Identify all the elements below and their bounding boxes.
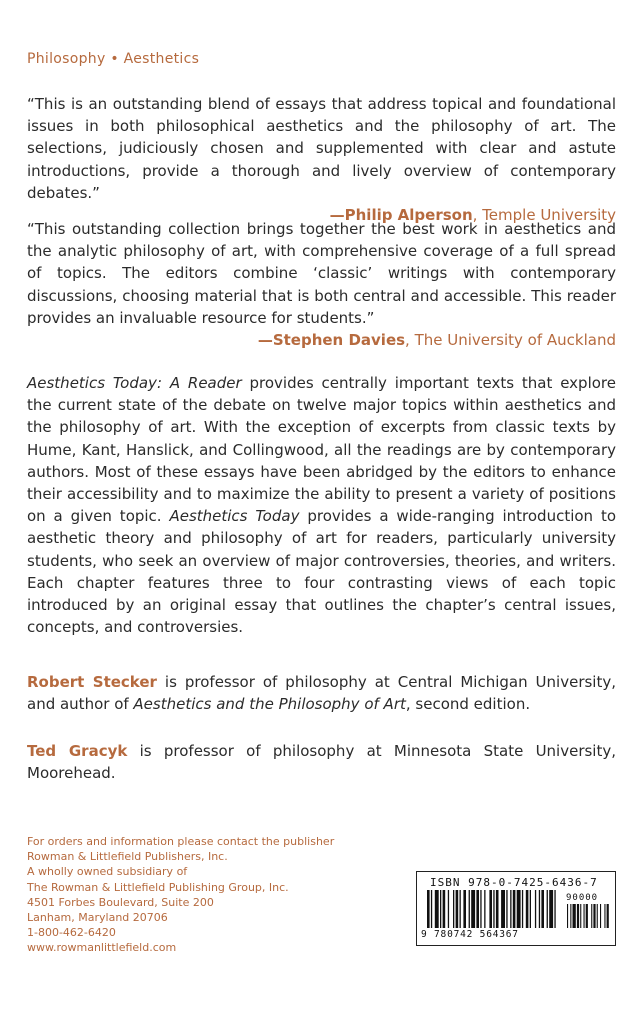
publisher-line: 4501 Forbes Boulevard, Suite 200	[27, 895, 214, 909]
publisher-line: Rowman & Littlefield Publishers, Inc.	[27, 850, 228, 864]
review-quote-2	[27, 218, 616, 351]
book-title: Aesthetics Today: A Reader	[27, 374, 242, 392]
editor-name: Robert Stecker	[27, 673, 157, 691]
dash: —	[257, 331, 273, 350]
quote-author: Stephen Davies	[272, 331, 406, 350]
book-title: Aesthetics Today	[169, 507, 300, 526]
quote-affiliation: , The University of Auckland	[405, 331, 616, 350]
review-quote-1	[27, 93, 616, 226]
publisher-line: Lanham, Maryland 20706	[27, 911, 168, 925]
isbn-label: ISBN 978-0-7425-6436-7	[430, 876, 598, 889]
publisher-line: For orders and information please contact the publisher	[27, 835, 335, 848]
bio-text: is professor of philosophy at Central Michigan University, and author of	[27, 673, 616, 714]
bio-text: is professor of philosophy at Minnesota State University, Moorehead.	[27, 742, 617, 783]
category-label: Philosophy • Aesthetics	[27, 51, 200, 67]
quote-attribution	[27, 329, 616, 351]
quote-author: Philip Alperson	[344, 206, 473, 225]
description-text: provides a wide-ranging introduction to aesthetic theory and philosophy of art for readers, particularly university students, who seek an overview of major controversies, theories, and writers. Each chapter features three to four contrasting views of each topic introduced by an original essay that outlines the chapter’s central issues, concepts, and controversies.	[27, 507, 616, 637]
publisher-info	[27, 834, 334, 956]
barcode-number: 9 780742 564367	[421, 929, 519, 940]
quote-text: “This outstanding collection brings together the best work in aesthetics and the analytic philosophy of art, with comprehensive coverage of a full spread of topics. The editors combine ‘classic’ writings with contemporary discussions, choosing material that is both central and accessible. This reader provides an invaluable resource for students.”	[27, 220, 616, 327]
book-title: Aesthetics and the Philosophy of Art	[133, 695, 406, 714]
publisher-line: The Rowman & Littlefield Publishing Group, Inc.	[27, 880, 289, 894]
publisher-line: 1-800-462-6420	[27, 926, 116, 940]
quote-affiliation: , Temple University	[472, 206, 616, 225]
barcode-panel	[416, 871, 616, 946]
book-description	[27, 372, 616, 638]
editor-name: Ted Gracyk	[27, 742, 128, 760]
dash: —	[329, 206, 345, 225]
publisher-line: A wholly owned subsidiary of	[27, 865, 188, 879]
quote-text: “This is an outstanding blend of essays that address topical and foundational issues in both philosophical aesthetics and the philosophy of art. The selections, judiciously chosen and supplemented with clear and astute introductions, provide a thorough and lively overview of contemporary debates.”	[27, 95, 616, 202]
publisher-url: www.rowmanlittlefield.com	[27, 941, 177, 955]
editor-bio-1	[27, 671, 616, 715]
price-code: 90000	[566, 893, 599, 903]
description-text: provides centrally important texts that explore the current state of the debate on twelve major topics within aesthetics and the philosophy of art. With the exception of excerpts from classic texts by Hume, Kant, Hanslick, and Collingwood, all the readings are by contemporary authors. Most of these essays have been abridged by the editors to enhance their accessibility and to maximize the ability to present a variety of positions on a given topic.	[27, 374, 616, 526]
bio-text: , second edition.	[405, 695, 531, 714]
editor-bio-2	[27, 740, 616, 784]
